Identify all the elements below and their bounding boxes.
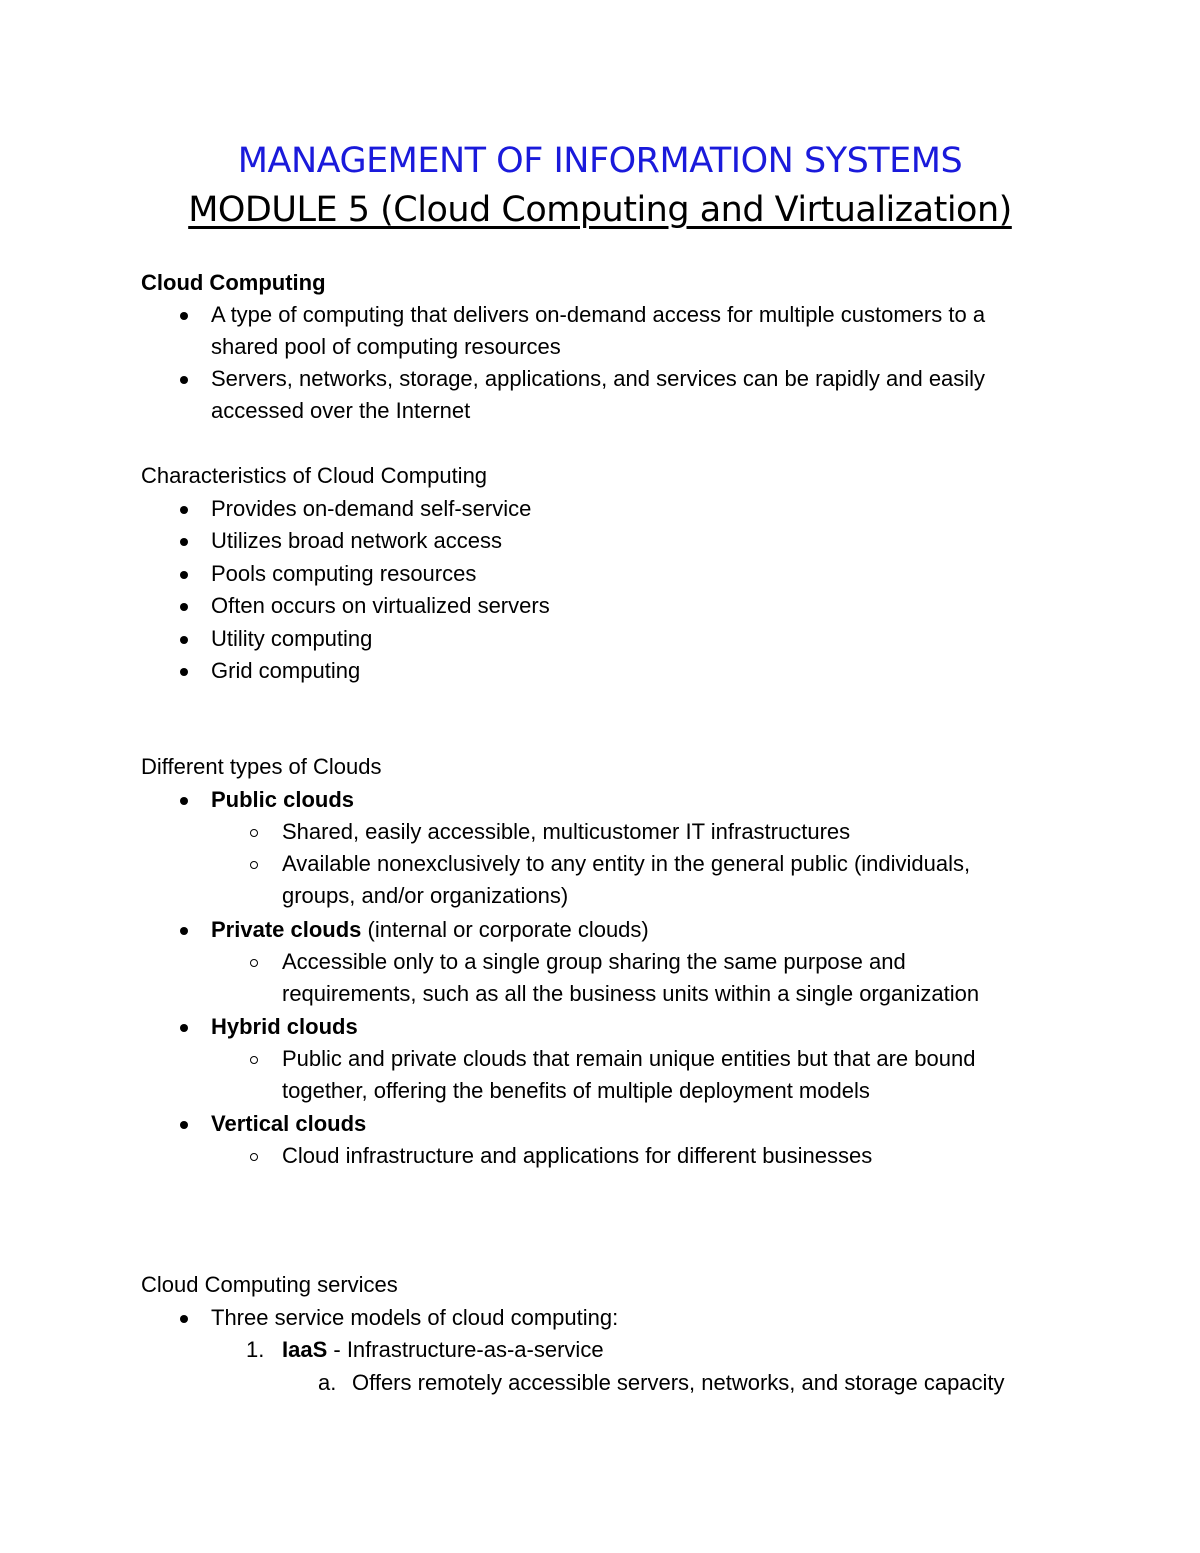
sub-list-item: Public and private clouds that remain unique entities but that are bound <box>282 1046 976 1071</box>
list-item: Pools computing resources <box>211 561 477 586</box>
section-heading-characteristics: Characteristics of Cloud Computing <box>141 463 488 488</box>
cloud-type-vertical: Vertical clouds <box>211 1111 367 1136</box>
section-heading-cloud-computing: Cloud Computing <box>141 270 326 295</box>
sub-list-item: Accessible only to a single group sharing the same purpose and <box>282 949 906 974</box>
bullet-icon <box>180 1315 188 1323</box>
list-item: Three service models of cloud computing: <box>211 1305 619 1330</box>
hollow-bullet-icon <box>250 829 258 837</box>
list-item: Utility computing <box>211 626 373 651</box>
list-letter: a. <box>318 1370 337 1395</box>
cloud-type-private-label: Private clouds <box>211 917 362 942</box>
hollow-bullet-icon <box>250 1153 258 1161</box>
sub-list-item-continuation: groups, and/or organizations) <box>282 883 569 908</box>
sub-list-item: Cloud infrastructure and applications for different businesses <box>282 1143 873 1168</box>
sub-list-item: Shared, easily accessible, multicustomer IT infrastructures <box>282 819 851 844</box>
list-item-continuation: accessed over the Internet <box>211 398 471 423</box>
bullet-icon <box>180 312 188 320</box>
hollow-bullet-icon <box>250 1056 258 1064</box>
list-item: Grid computing <box>211 658 361 683</box>
cloud-type-public: Public clouds <box>211 787 355 812</box>
service-model-iaas <box>282 1334 604 1366</box>
list-item: Utilizes broad network access <box>211 528 503 553</box>
bullet-icon <box>180 571 188 579</box>
cloud-type-hybrid: Hybrid clouds <box>211 1014 358 1039</box>
service-model-iaas-description: - Infrastructure-as-a-service <box>327 1337 604 1362</box>
bullet-icon <box>180 927 188 935</box>
list-number: 1. <box>246 1337 265 1362</box>
bullet-icon <box>180 1024 188 1032</box>
hollow-bullet-icon <box>250 861 258 869</box>
sub-list-item-continuation: together, offering the benefits of multiple deployment models <box>282 1078 870 1103</box>
hollow-bullet-icon <box>250 959 258 967</box>
bullet-icon <box>180 538 188 546</box>
bullet-icon <box>180 506 188 514</box>
section-heading-cloud-types: Different types of Clouds <box>141 754 382 779</box>
list-item-continuation: shared pool of computing resources <box>211 334 561 359</box>
list-item: A type of computing that delivers on-demand access for multiple customers to a <box>211 302 986 327</box>
sub-list-item: Offers remotely accessible servers, networks, and storage capacity <box>352 1370 1005 1395</box>
document-title: MANAGEMENT OF INFORMATION SYSTEMS <box>237 141 963 181</box>
list-item: Provides on-demand self-service <box>211 496 532 521</box>
list-item: Often occurs on virtualized servers <box>211 593 550 618</box>
bullet-icon <box>180 603 188 611</box>
section-heading-services: Cloud Computing services <box>141 1272 398 1297</box>
bullet-icon <box>180 376 188 384</box>
document-subtitle: MODULE 5 (Cloud Computing and Virtualization) <box>188 190 1012 230</box>
cloud-type-private-note: (internal or corporate clouds) <box>361 917 649 942</box>
sub-list-item-continuation: requirements, such as all the business units within a single organization <box>282 981 980 1006</box>
bullet-icon <box>180 668 188 676</box>
bullet-icon <box>180 636 188 644</box>
service-model-iaas-label: IaaS <box>282 1337 328 1362</box>
cloud-type-private <box>211 914 649 946</box>
bullet-icon <box>180 1121 188 1129</box>
list-item: Servers, networks, storage, applications, and services can be rapidly and easily <box>211 366 986 391</box>
bullet-icon <box>180 797 188 805</box>
sub-list-item: Available nonexclusively to any entity in the general public (individuals, <box>282 851 971 876</box>
